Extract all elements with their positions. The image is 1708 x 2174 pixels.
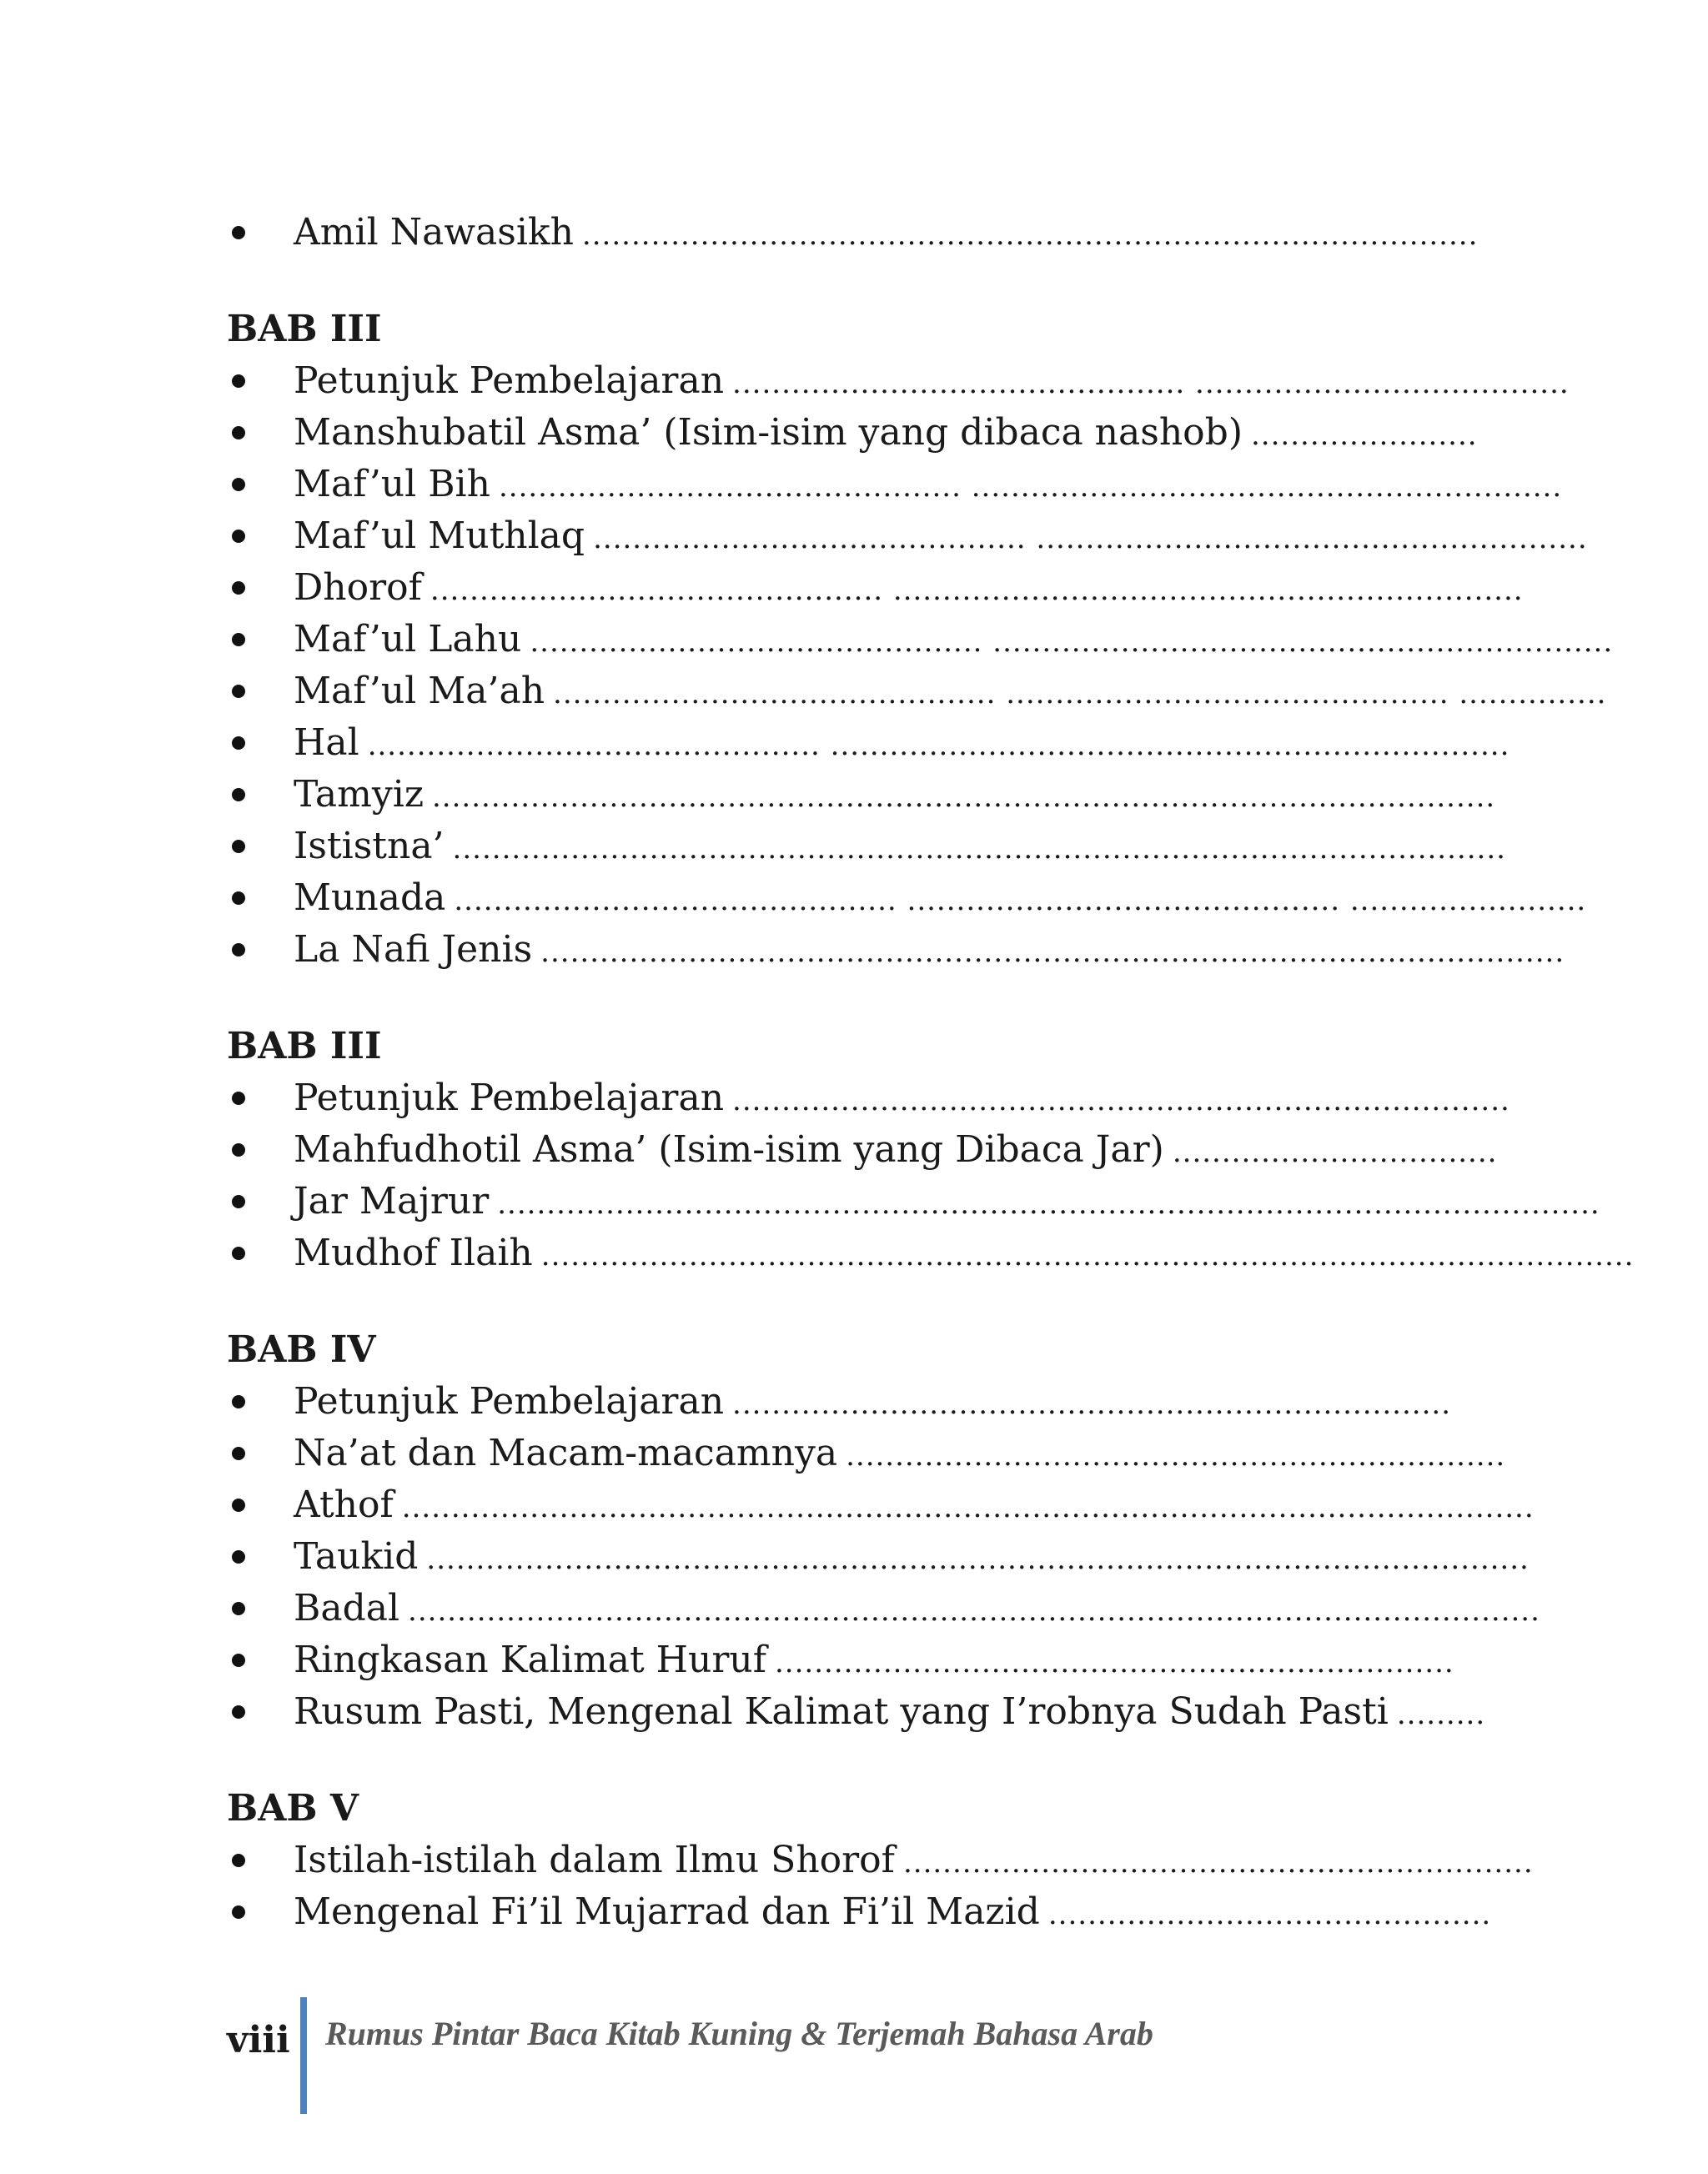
- toc-entry: [227, 207, 1479, 259]
- book-title: Rumus Pintar Baca Kitab Kuning & Terjemah Bahasa Arab: [325, 2015, 1153, 2052]
- toc-entry-text: [294, 1634, 1454, 1689]
- toc-entry-label: Dhorof: [294, 566, 422, 609]
- toc-entry-text: [294, 1428, 1506, 1482]
- toc-entry: [227, 1583, 1540, 1634]
- toc-leader-dots: .............................................. ................................................................: [430, 574, 1524, 607]
- toc-leader-dots: .......................: [1250, 419, 1478, 452]
- toc-entry-text: [294, 1479, 1535, 1534]
- bullet-icon: [232, 1247, 245, 1260]
- toc-entry: [227, 407, 1478, 459]
- chapter-heading: BAB IV: [227, 1328, 376, 1371]
- toc-leader-dots: .........: [1396, 1698, 1486, 1731]
- bullet-icon: [232, 426, 245, 439]
- toc-entry-label: Tamyiz: [294, 773, 424, 816]
- bullet-icon: [232, 1395, 245, 1408]
- toc-entry-text: [294, 1072, 1510, 1127]
- toc-entry-label: Maf’ul Bih: [294, 463, 490, 505]
- toc-entry-text: [294, 1124, 1498, 1178]
- toc-entry-label: Istilah-istilah dalam Ilmu Shorof: [294, 1839, 895, 1881]
- toc-entry-label: Ringkasan Kalimat Huruf: [294, 1639, 766, 1681]
- section-spacer: [227, 259, 1411, 304]
- bullet-icon: [232, 1654, 245, 1667]
- toc-entry-label: Petunjuk Pembelajaran: [294, 1380, 725, 1423]
- toc-leader-dots: ...........................................................................................: [581, 218, 1479, 252]
- toc-entry-label: Taukid: [294, 1535, 419, 1578]
- toc-entry-text: [294, 207, 1479, 261]
- toc-entry-label: Munada: [294, 876, 446, 919]
- toc-leader-dots: ...........................................................................................................: [452, 832, 1506, 866]
- toc-entry-label: Petunjuk Pembelajaran: [294, 359, 725, 402]
- toc-entry-label: Maf’ul Muthlaq: [294, 515, 585, 557]
- toc-entry-text: [294, 407, 1478, 461]
- toc-entry-label: Mengenal Fi’il Mujarrad dan Fi’il Mazid: [294, 1890, 1040, 1933]
- toc-entry-label: Petunjuk Pembelajaran: [294, 1077, 725, 1119]
- bullet-icon: [232, 226, 245, 239]
- bullet-icon: [232, 1499, 245, 1512]
- bullet-icon: [232, 1092, 245, 1105]
- toc-leader-dots: .........................................................................: [732, 1388, 1452, 1421]
- toc-entry: [227, 1634, 1454, 1686]
- bullet-icon: [232, 530, 245, 543]
- toc-entry-label: Badal: [294, 1587, 400, 1629]
- toc-entry: [227, 1531, 1530, 1583]
- toc-entry: [227, 1479, 1535, 1531]
- toc-entry-label: Manshubatil Asma’ (Isim-isim yang dibaca nashob): [294, 411, 1243, 454]
- bullet-icon: [232, 1550, 245, 1564]
- section-spacer: [227, 1738, 1411, 1783]
- toc-entry: [227, 510, 1588, 562]
- toc-leader-dots: ................................................................: [902, 1846, 1534, 1880]
- bullet-icon: [232, 633, 245, 646]
- toc-entry-text: [294, 1176, 1600, 1230]
- toc-entry: [227, 1686, 1486, 1738]
- toc-entry-text: [294, 769, 1496, 823]
- page-number: viii: [227, 2019, 290, 2061]
- toc-entry-text: [294, 821, 1506, 875]
- toc-entry-text: [294, 1835, 1534, 1889]
- toc-leader-dots: ............................................. ............................................ ........................: [454, 884, 1587, 917]
- toc-entry: [227, 821, 1506, 872]
- bullet-icon: [232, 1854, 245, 1867]
- toc-leader-dots: ........................................................................................................: [540, 936, 1565, 969]
- toc-entry-text: [294, 1886, 1492, 1941]
- section-spacer: [227, 976, 1411, 1021]
- toc-entry: [227, 1072, 1510, 1124]
- bullet-icon: [232, 685, 245, 698]
- toc-leader-dots: .............................................: [1047, 1898, 1492, 1931]
- toc-entry-text: [294, 1583, 1540, 1637]
- toc-entry: [227, 1428, 1506, 1479]
- bullet-icon: [232, 478, 245, 491]
- toc-entry-text: [294, 665, 1607, 720]
- bullet-icon: [232, 1447, 245, 1460]
- toc-leader-dots: ...................................................................................................................: [408, 1594, 1540, 1628]
- toc-entry-text: [294, 1531, 1530, 1585]
- toc-entry: [227, 1886, 1492, 1938]
- toc-entry-text: [294, 614, 1614, 668]
- toc-entry-label: Hal: [294, 721, 359, 764]
- bullet-icon: [232, 891, 245, 905]
- toc-entry-text: [294, 459, 1563, 513]
- chapter-heading: BAB V: [227, 1787, 359, 1830]
- toc-leader-dots: .................................: [1172, 1136, 1498, 1169]
- toc-entry-text: [294, 355, 1570, 409]
- toc-entry-label: Mudhof Ilaih: [294, 1232, 533, 1274]
- toc-leader-dots: ................................................................................................................: [497, 1187, 1600, 1221]
- bullet-icon: [232, 1602, 245, 1615]
- toc-entry: [227, 717, 1510, 769]
- toc-entry: [227, 872, 1587, 924]
- toc-leader-dots: .............................................. ...............................................................: [530, 625, 1614, 659]
- toc-entry: [227, 459, 1563, 510]
- toc-entry-label: La Nafi Jenis: [294, 928, 533, 971]
- toc-entry-text: [294, 717, 1510, 771]
- toc-leader-dots: ............................................ ........................................................: [593, 522, 1588, 555]
- toc-leader-dots: .............................................. .....................................................................: [367, 729, 1510, 762]
- section-spacer: [227, 1279, 1411, 1324]
- toc-entry-text: [294, 1376, 1452, 1430]
- toc-entry: [227, 614, 1614, 665]
- toc-entry-label: Maf’ul Ma’ah: [294, 670, 545, 712]
- bullet-icon: [232, 1195, 245, 1208]
- bullet-icon: [232, 840, 245, 853]
- toc-entry: [227, 769, 1496, 821]
- toc-entry-text: [294, 872, 1587, 926]
- footer-divider-bar: [300, 1997, 307, 2114]
- toc-entry: [227, 355, 1570, 407]
- bullet-icon: [232, 1143, 245, 1157]
- toc-entry-label: Maf’ul Lahu: [294, 618, 522, 660]
- toc-entry: [227, 562, 1524, 614]
- toc-leader-dots: ...................................................................................................................: [401, 1491, 1535, 1524]
- toc-entry: [227, 1124, 1498, 1176]
- toc-leader-dots: .....................................................................: [774, 1646, 1454, 1679]
- toc-entry: [227, 1376, 1452, 1428]
- toc-entry: [227, 665, 1607, 717]
- toc-leader-dots: ............................................................................................................: [432, 781, 1496, 814]
- chapter-heading: BAB III: [227, 308, 382, 350]
- bullet-icon: [232, 581, 245, 595]
- toc-entry-label: Amil Nawasikh: [294, 211, 574, 254]
- toc-entry: [227, 1176, 1600, 1228]
- toc-entry-text: [294, 1228, 1635, 1282]
- bullet-icon: [232, 788, 245, 801]
- bullet-icon: [232, 943, 245, 956]
- toc-entry-text: [294, 924, 1565, 978]
- page-footer: [227, 1997, 1478, 2114]
- bullet-icon: [232, 736, 245, 750]
- toc-leader-dots: ............................................... ............................................................: [498, 470, 1563, 504]
- toc-entry-label: Rusum Pasti, Mengenal Kalimat yang I’robnya Sudah Pasti: [294, 1690, 1389, 1733]
- toc-entry: [227, 1228, 1635, 1279]
- chapter-heading: BAB III: [227, 1025, 382, 1067]
- toc-leader-dots: ................................................................................................................: [426, 1543, 1530, 1576]
- toc-entry-label: Athof: [294, 1484, 394, 1526]
- bullet-icon: [232, 374, 245, 388]
- toc-entry: [227, 1835, 1534, 1886]
- toc-entry-text: [294, 1686, 1486, 1740]
- toc-leader-dots: ............................................. ............................................. ...............: [553, 677, 1607, 710]
- toc-leader-dots: ...............................................................................: [732, 1084, 1510, 1117]
- toc-entry-text: [294, 510, 1588, 565]
- toc-entry-label: Mahfudhotil Asma’ (Isim-isim yang Dibaca Jar): [294, 1128, 1164, 1171]
- toc-entry: [227, 924, 1565, 976]
- table-of-contents: [227, 207, 1635, 1938]
- bullet-icon: [232, 1905, 245, 1919]
- toc-leader-dots: ...............................................................................................................: [540, 1239, 1635, 1273]
- toc-entry-text: [294, 562, 1524, 616]
- bullet-icon: [232, 1705, 245, 1719]
- toc-entry-label: Ististna’: [294, 825, 445, 867]
- toc-entry-label: Jar Majrur: [294, 1180, 490, 1223]
- toc-entry-label: Na’at dan Macam-macamnya: [294, 1432, 838, 1474]
- toc-leader-dots: .............................................. ......................................: [732, 367, 1570, 400]
- toc-leader-dots: ...................................................................: [846, 1439, 1506, 1473]
